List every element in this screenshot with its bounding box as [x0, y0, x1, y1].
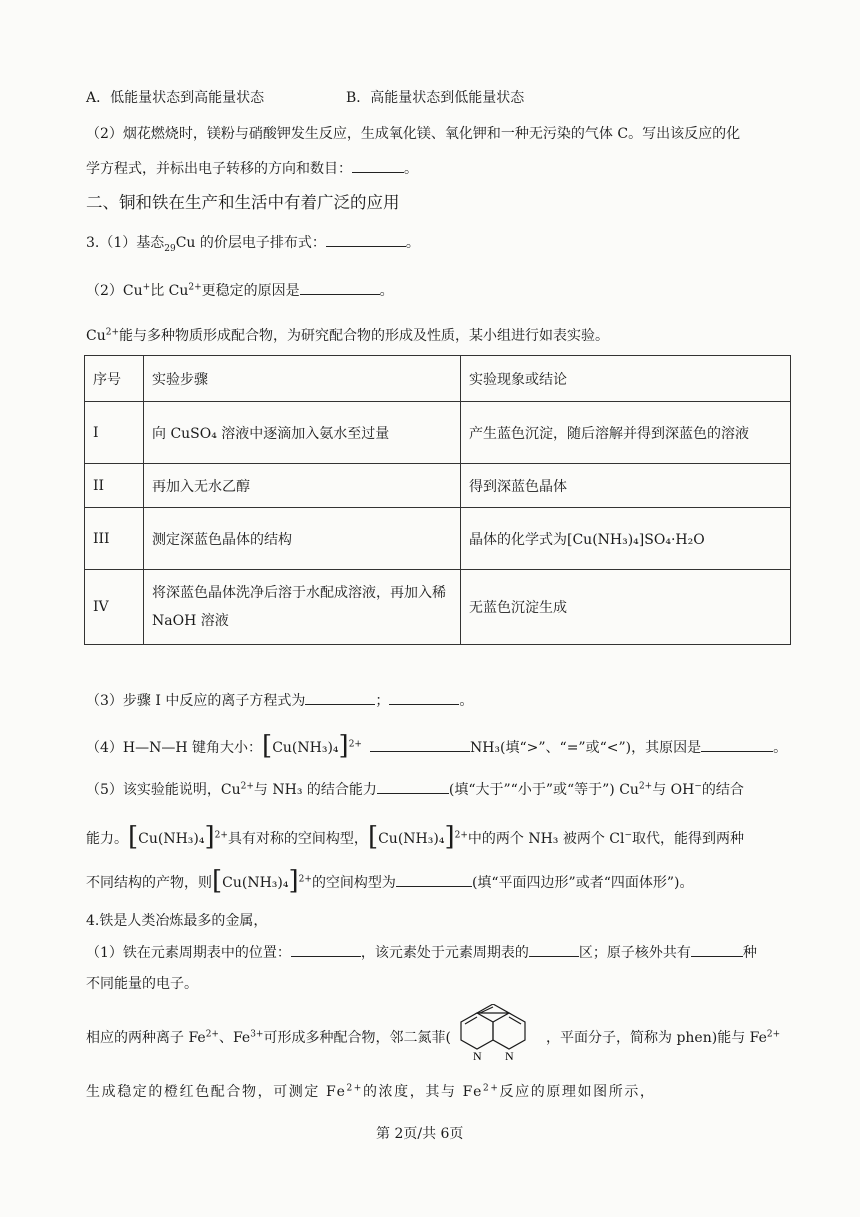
q3-part2: （2）Cu+比 $Cu^{2+}$更稳定的原因是 。 — [86, 280, 394, 301]
table-row — [85, 508, 791, 570]
svg-text:N: N — [473, 1049, 482, 1063]
q3-part7: 不同结构的产物，则$[Cu(NH_3)_4]^{2+}$的空间构型为 (填“平面四边形”或者“四面体形”)。 — [86, 866, 694, 896]
page-footer: 第 2页/共 6页 — [376, 1126, 464, 1142]
option-a: A．低能量状态到高能量状态 — [86, 90, 265, 106]
row-step: 向 CuSO₄ 溶液中逐滴加入氨水至过量 — [144, 402, 461, 464]
experiment-table — [84, 355, 791, 645]
row-no: I — [85, 402, 144, 464]
table-row — [85, 570, 791, 645]
row-step: 再加入无水乙醇 — [144, 464, 461, 508]
table-row — [85, 464, 791, 508]
q2-line1: （2）烟花燃烧时，镁粉与硝酸钾发生反应，生成氧化镁、氧化钾和一种无污染的气体 C。写出该反应的化 — [86, 126, 741, 142]
phenanthroline-structure-icon — [443, 1004, 547, 1066]
q4-line4: 生成稳定的橙红色配合物，可测定 $Fe^{2+}$的浓度，其与 $Fe^{2+}$反应的原理如图所示， — [86, 1083, 656, 1100]
row-no: IV — [85, 570, 144, 645]
q4-line1: （1）铁在元素周期表中的位置： ，该元素处于元素周期表的 区；原子核外共有 种 — [86, 942, 757, 963]
option-b: B．高能量状态到低能量状态 — [346, 90, 525, 106]
row-result: 无蓝色沉淀生成 — [461, 570, 791, 645]
row-step: 将深蓝色晶体洗净后溶于水配成溶液，再加入稀 NaOH 溶液 — [144, 570, 461, 645]
q2-line2: 学方程式，并标出电子转移的方向和数目： 。 — [86, 158, 418, 179]
q4-line2: 不同能量的电子。 — [86, 976, 198, 992]
table-header-row — [85, 356, 791, 402]
q4-line3-a: 相应的两种离子 $Fe^{2+}$、$Fe^{3+}$可形成多种配合物，邻二氮菲( — [86, 1029, 451, 1046]
row-result: 产生蓝色沉淀，随后溶解并得到深蓝色的溶液 — [461, 402, 791, 464]
header-step: 实验步骤 — [144, 356, 461, 402]
header-result: 实验现象或结论 — [461, 356, 791, 402]
header-no: 序号 — [85, 356, 144, 402]
q3-part5: （5）该实验能说明，$Cu^{2+}$与 NH₃ 的结合能力 (填“大于”“小于”或“等于”) $Cu^{2+}$与 OH−的结合 — [86, 779, 744, 800]
table-row — [85, 402, 791, 464]
q3-part3: （3）步骤 I 中反应的离子方程式为 ； 。 — [86, 690, 473, 711]
row-no: III — [85, 508, 144, 570]
row-step: 测定深蓝色晶体的结构 — [144, 508, 461, 570]
q3-part4: （4）H—N—H 键角大小：$[Cu(NH_3)_4]^{2+}$ NH₃(填“>”、“=”或“<”)，其原因是 。 — [86, 731, 788, 761]
table-intro: $Cu^{2+}$能与多种物质形成配合物，为研究配合物的形成及性质，某小组进行如表实验。 — [86, 327, 610, 344]
row-result: 得到深蓝色晶体 — [461, 464, 791, 508]
q3-part6: 能力。$[Cu(NH_3)_4]^{2+}$具有对称的空间构型，$[Cu(NH_3)_4]^{2+}$中的两个 NH₃ 被两个 Cl−取代，能得到两种 — [86, 822, 745, 852]
svg-text:N: N — [505, 1049, 514, 1063]
q4-title: 4.铁是人类冶炼最多的金属， — [86, 913, 268, 929]
q3-part1: 3.（1）基态$_{29}$Cu 的价层电子排布式： 。 — [86, 232, 420, 253]
row-no: II — [85, 464, 144, 508]
section-heading: 二、铜和铁在生产和生活中有着广泛的应用 — [86, 193, 400, 212]
row-result: 晶体的化学式为[Cu(NH₃)₄]SO₄·H₂O — [461, 508, 791, 570]
q4-line3-b: ，平面分子，简称为 phen)能与 $Fe^{2+}$ — [546, 1029, 781, 1046]
